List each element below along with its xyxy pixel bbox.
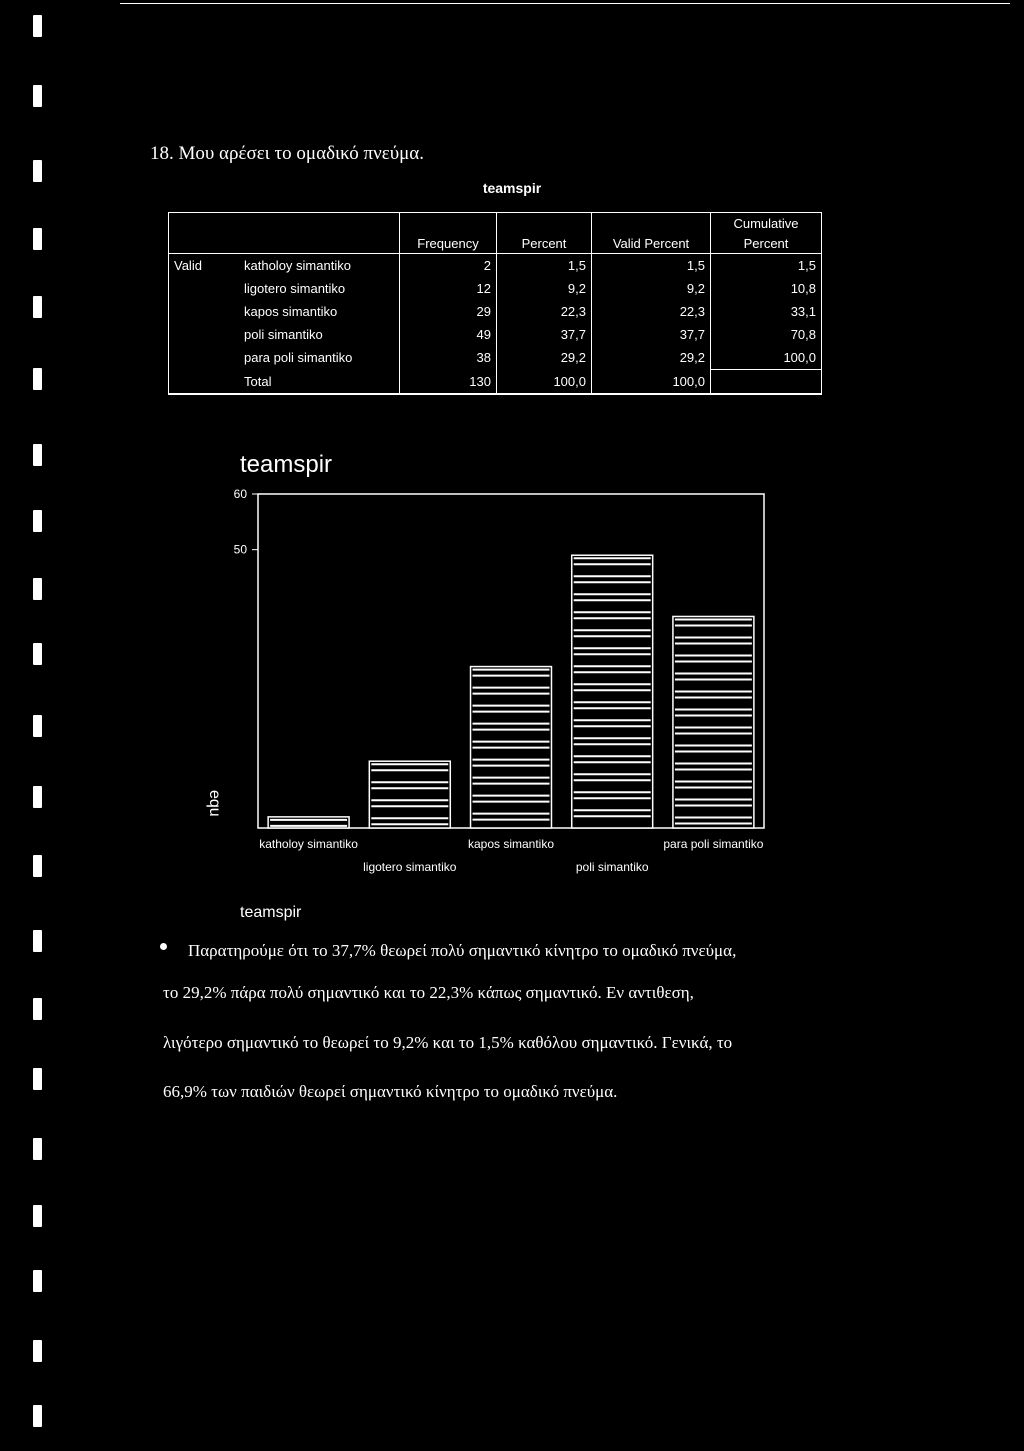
bars-group (268, 555, 754, 828)
x-tick-label: katholoy simantiko (259, 837, 358, 851)
cell-cumulative: 70,8 (711, 323, 822, 346)
cell-cumulative: 10,8 (711, 277, 822, 300)
row-label: para poli simantiko (244, 350, 353, 366)
y-tick-label: 50 (233, 542, 247, 557)
header-frequency: Frequency (400, 233, 497, 254)
header-cumulative-percent: Percent (711, 233, 822, 254)
commentary-line-4: 66,9% των παιδιών θεωρεί σημαντικό κίνητρο το ομαδικό πνεύμα. (163, 1082, 618, 1101)
commentary-line-2: το 29,2% πάρα πολύ σημαντικό και το 22,3% κάπως σημαντικό. Εν αντιθεση, (163, 983, 694, 1002)
table-title: teamspir (482, 180, 542, 196)
chart-title: teamspir (240, 451, 333, 478)
commentary-line-1: Παρατηρούμε ότι το 37,7% θεωρεί πολύ σημαντικό κίνητρο το ομαδικό πνεύμα, (188, 941, 737, 960)
cell-percent: 29,2 (497, 346, 592, 370)
binder-hole (33, 1405, 42, 1427)
bar (471, 667, 552, 828)
bar-rect (673, 616, 754, 828)
cell-valid-percent: 22,3 (592, 300, 711, 323)
bar (572, 555, 653, 828)
cell-cumulative: 1,5 (711, 254, 822, 278)
section-heading: 18. Μου αρέσει το ομαδικό πνεύμα. (150, 143, 425, 164)
cell-valid-percent: 37,7 (592, 323, 711, 346)
cell-valid-percent: 1,5 (592, 254, 711, 278)
bar (673, 616, 754, 828)
cell-frequency: 130 (400, 370, 497, 395)
commentary-paragraph (160, 925, 880, 976)
cell-valid-percent: 100,0 (592, 370, 711, 395)
group-label-valid: Valid (169, 254, 240, 278)
binder-hole (33, 1138, 42, 1160)
cell-percent: 22,3 (497, 300, 592, 323)
binder-hole (33, 998, 42, 1020)
row-label: poli simantiko (244, 327, 323, 342)
cell-frequency: 38 (400, 346, 497, 370)
bar-rect (572, 555, 653, 828)
x-axis-label: teamspir (240, 904, 302, 921)
x-tick-label: para poli simantiko (663, 837, 764, 851)
header-valid-percent: Valid Percent (592, 233, 711, 254)
row-label: kapos simantiko (244, 304, 338, 319)
row-label: katholoy simantiko (239, 254, 400, 278)
cell-cumulative: 33,1 (711, 300, 822, 323)
cell-percent: 37,7 (497, 323, 592, 346)
cell-frequency: 49 (400, 323, 497, 346)
commentary-line-3: λιγότερο σημαντικό το θεωρεί το 9,2% και το 1,5% καθόλου σημαντικό. Γενικά, το (163, 1033, 733, 1052)
y-tick-label: 60 (233, 487, 247, 501)
cell-frequency: 12 (400, 277, 497, 300)
header-percent: Percent (497, 233, 592, 254)
x-tick-labels (259, 837, 764, 874)
cell-cumulative: 100,0 (711, 346, 822, 370)
bullet-icon (160, 943, 167, 950)
cell-percent: 1,5 (497, 254, 592, 278)
binder-hole (33, 1068, 42, 1090)
header-cumulative: Cumulative (711, 213, 822, 234)
binder-hole (33, 1205, 42, 1227)
binder-hole (33, 1270, 42, 1292)
x-tick-label: kapos simantiko (467, 837, 555, 851)
binder-hole (33, 1340, 42, 1362)
bar (369, 761, 450, 828)
bar (268, 817, 349, 828)
cell-frequency: 29 (400, 300, 497, 323)
cell-frequency: 2 (400, 254, 497, 278)
cell-valid-percent: 9,2 (592, 277, 711, 300)
x-tick-label: poli simantiko (575, 860, 649, 874)
y-axis-ticks (234, 487, 258, 557)
row-label: ligotero simantiko (244, 281, 346, 296)
cell-percent: 9,2 (497, 277, 592, 300)
y-axis-label: equ (206, 790, 223, 817)
row-label: Total (239, 370, 400, 395)
cell-percent: 100,0 (497, 370, 592, 395)
x-tick-label: ligotero simantiko (363, 860, 457, 874)
cell-valid-percent: 29,2 (592, 346, 711, 370)
